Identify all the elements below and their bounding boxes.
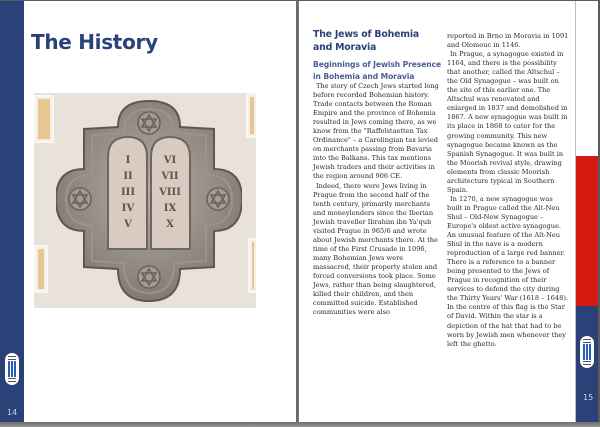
body-paragraph: The story of Czech Jews started long before recorded Bohemian history. Trade contacts between the Roman Empire and the province of Bohemia resulted in Jews coming there, as we know from the "Raffelstaetten Tax Ordinance" – a Carolingian tax levied on merchants passing from Bavaria into the Balkans. This tax mentions Jewish traders and their activities in the region around 906 CE. — [313, 82, 439, 181]
left-page — [0, 1, 296, 422]
window-detail — [34, 95, 54, 143]
right-page-color-band — [575, 1, 598, 422]
section-heading: The Jews of Bohemia and Moravia — [313, 29, 419, 53]
page-number-left: 14 — [7, 408, 18, 417]
text-column-2 — [447, 32, 569, 349]
svg-text:VIII: VIII — [159, 187, 181, 198]
svg-text:IX: IX — [163, 203, 177, 214]
band-red-segment — [576, 156, 598, 306]
torah-scroll-icon — [5, 353, 19, 385]
svg-text:VI: VI — [163, 155, 177, 166]
right-page — [298, 1, 598, 422]
svg-text:X: X — [166, 219, 174, 230]
svg-text:VII: VII — [161, 171, 179, 182]
ten-commandments-photo — [34, 93, 256, 308]
svg-text:II: II — [123, 171, 133, 182]
body-paragraph: In Prague, a synagogue existed in 1164, and there is the possibility that another, called the Altschul – the Old Synagogue – was built on the site of this earlier one. The Altschul was renovated and enlarged in 1837 and demolished in 1867. A new synagogue was built in its place in 1868 to cater for the growing community. This new synagogue became known as the Spanish Synagogue. It was built in the Moorish revival style, drawing elements from classic Moorish architecture typical in Southern Spain. — [447, 50, 568, 194]
page-title: The History — [31, 30, 158, 54]
svg-text:V: V — [124, 219, 132, 230]
window-detail — [246, 93, 256, 138]
svg-text:I: I — [125, 155, 131, 166]
window-detail — [248, 238, 256, 293]
stone-relief-illustration — [56, 99, 242, 303]
torah-scroll-icon — [580, 336, 594, 368]
band-white-segment — [576, 1, 598, 156]
body-paragraph: Indeed, there were Jews living in Prague from the second half of the tenth century, primarily merchants and moneylenders since the Iberian Jewish traveller Ibrahim ibn Ya'qub visited Prague in 965/6 and wrote about Jewish merchants there. At the time of the First Crusade in 1096, many Bohemian Jews were massacred, their property stolen and forced conversions took place. Some Jews, rather than being slaughtered, killed their children, and then committed suicide. Established communities were also — [313, 181, 438, 317]
page-bottom-edge — [0, 422, 600, 427]
svg-text:IV: IV — [121, 203, 135, 214]
svg-text:III: III — [120, 187, 136, 198]
band-blue-segment — [576, 306, 598, 422]
page-number-right: 15 — [583, 393, 594, 402]
section-subheading: Beginnings of Jewish Presence in Bohemia and Moravia — [313, 60, 442, 81]
body-paragraph: reported in Brno in Moravia in 1091 and Olomouc in 1146. — [447, 32, 569, 50]
left-page-blue-band — [0, 1, 24, 422]
window-detail — [34, 245, 48, 293]
body-paragraph: In 1270, a new synagogue was built in Prague called the Alt-Neu Shul – Old-New Synagogue – Europe's oldest active synagogue. An unusual feature of the Alt-Neu Shul in the nave is a modern reproduction of a large red banner. There is a reference to a banner being presented to the Jews of Prague in recognition of their services to defend the city during the Thirty Years' War (1618 – 1648). In the centre of this flag is the Star of David. Within the star is a depiction of the hat that had to be worn by Jewish men whenever they left the ghetto. — [447, 194, 569, 348]
text-column-1 — [313, 29, 441, 317]
